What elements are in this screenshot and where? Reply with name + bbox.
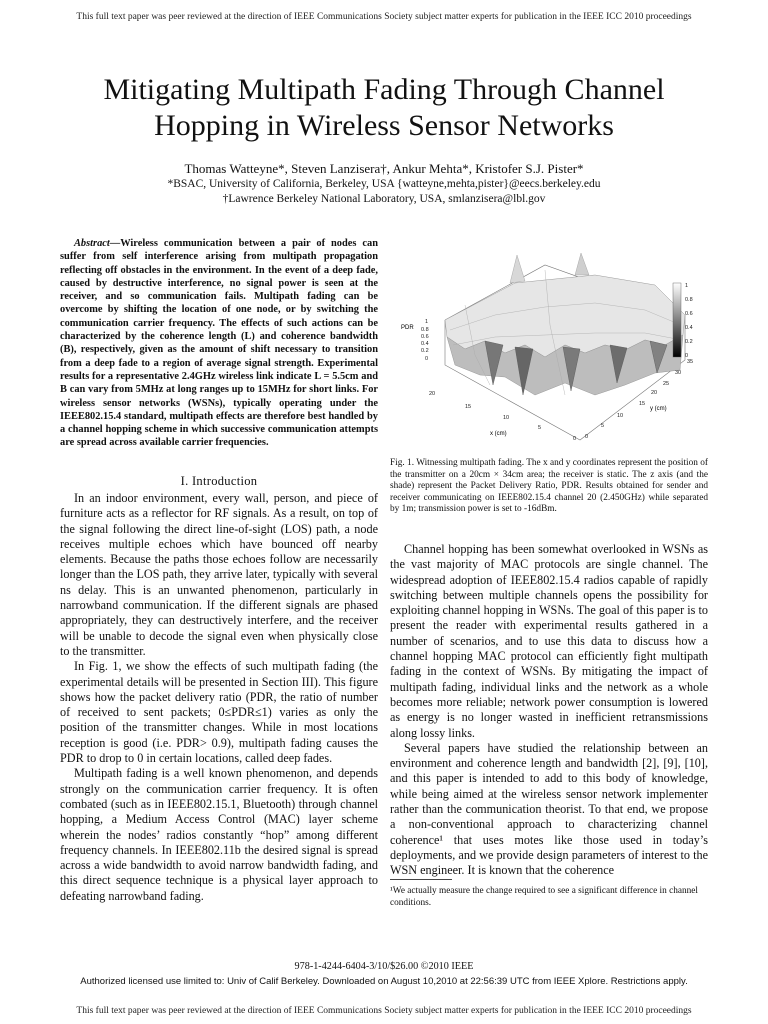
y-tick: 35 <box>687 359 694 365</box>
license-line: Authorized licensed use limited to: Univ of Calif Berkeley. Downloaded on August 10,2010 at 22:56:39 UTC from IEEE Xplore. Restrictions apply. <box>80 976 688 987</box>
author-list: Thomas Watteyne*, Steven Lanzisera†, Ankur Mehta*, Kristofer S.J. Pister* <box>184 161 584 176</box>
y-tick: 5 <box>601 423 605 429</box>
y-tick: 25 <box>663 381 670 387</box>
z-axis-label: PDR <box>401 325 414 331</box>
abstract-text: —Wireless communication between a pair of nodes can suffer from self interference arising from multipath propagation reflecting off obstacles in the environment. In the event of a deep fade, caused by destructive interference, no signal power is seen at the receiver, and so communication fails. Multipath fading can be overcome by shifting the location of one node, or by switching the communication carrier frequency. The effects of such actions can be characterized by the coherence length (L) and coherence bandwidth (B), respectively, given as the amount of shift necessary to transition from a deep fade to a region of average signal strength. Experimental results for a representative 2.4GHz wireless link indicate L = 5.5cm and B can vary from 5MHz at long ranges up to 15MHz for short links. For wireless sensor networks (WSNs), typically operating under the IEEE802.15.4 standard, multipath effects are therefore best handled by a channel hopping scheme in which successive communication attempts are spread across available carrier frequencies. <box>60 238 378 449</box>
footnote-rule <box>390 879 452 880</box>
x-tick: 5 <box>538 425 542 431</box>
x-tick: 0 <box>573 436 577 442</box>
footnote: ¹We actually measure the change required to see a significant difference in channel conditions. <box>390 886 699 908</box>
paragraph: In an indoor environment, every wall, person, and piece of furniture acts as a reflector for RF signals. As a result, on top of the signal following the direct line-of-sight (LOS) path, a node receives multiple echoes which have bounced off nearby elements. Because the paths those echoes follow are necessarily longer than the LOS path, they arrive later, typically with several ns delay. This is an unwanted phenomenon, particularly in narrowband communication. If the different signals are phased appropriately, they can destructively interfere, and the receiver will be unable to decode the signal even when physically close to the transmitter. <box>60 491 378 658</box>
paragraph: Several papers have studied the relationship between an environment and coherence length and bandwidth [2], [9], [10], and this paper is intended to add to this body of knowledge, while being aimed at the wireless sensor network implementer rather than the communication theorist. To that end, we propose a non-conventional approach to characterizing channel coherence¹ that uses motes like those used in today’s deployments, and we provide design parameters of interest to the WSN engineer. It is known that the coherence <box>390 740 708 878</box>
colorbar-tick: 0.8 <box>685 297 693 303</box>
paragraph: Multipath fading is a well known phenomenon, and depends strongly on the communication carrier frequency. It is often combated (such as in IEEE802.15.1, Bluetooth) through channel hopping, a Medium Access Control (MAC) layer scheme wherein the nodes’ radios constantly “hop” among different frequency channels. In IEEE802.11b the desired signal is spread across a wide bandwidth to avoid narrow bandwidth fading, and this direct sequence technique is a physical layer approach to defeating narrowband fading. <box>60 766 378 903</box>
z-tick: 0 <box>425 356 429 362</box>
z-tick: 0.8 <box>421 327 429 333</box>
paragraph: In Fig. 1, we show the effects of such multipath fading (the experimental details will be presented in Section III). This figure shows how the packet delivery ratio (PDR, the ratio of number of received to sent packets; 0≤PDR≤1) varies as only the position of the transmitter changes. While in most locations reception is good (i.e. PDR> 0.9), multipath fading causes the PDR to drop to 0 in certain locations, called deep fades. <box>60 659 378 766</box>
y-tick: 10 <box>617 413 624 419</box>
colorbar-tick: 0.6 <box>685 311 693 317</box>
y-tick: 20 <box>651 390 658 396</box>
z-tick: 0.4 <box>421 341 429 347</box>
title-line-1: Mitigating Multipath Fading Through Channel <box>103 73 665 106</box>
title-line-2: Hopping in Wireless Sensor Networks <box>154 109 614 142</box>
z-tick: 1 <box>425 319 429 325</box>
figure-caption: Fig. 1. Witnessing multipath fading. The x and y coordinates represent the position of the transmitter on a 20cm × 34cm area; the receiver is static. The z axis (and the shade) represent the Packet Delivery Ratio, PDR. Results obtained for sender and receiver communicating on IEEE802.15.4 channel 20 (2.450GHz) while separated by 1m; transmission power is set to -16dBm. <box>390 458 708 515</box>
affiliation-2: †Lawrence Berkeley National Laboratory, USA, smlanzisera@lbl.gov <box>222 193 546 205</box>
section-heading: I. Introduction <box>180 474 258 488</box>
paragraph: Channel hopping has been somewhat overlooked in WSNs as the vast majority of MAC protocols are single channel. The widespread adoption of IEEE802.15.4 radios capable of rapidly switching between multiple channels opens the possibility for exploiting channel hopping in WSNs. The goal of this paper is to present the reader with experimental results gathered in a number of scenarios, and to use this data to discuss how a channel hopping MAC protocol can efficiently fight multipath fading in the context of WSNs. By mitigating the impact of multipath fading, individual links and the network as a whole becomes more reliable; network power consumption is lowered as energy is no longer wasted in inefficient retransmissions along lossy links. <box>390 542 708 740</box>
bottom-banner: This full text paper was peer reviewed at the direction of IEEE Communications Society subject matter experts for publication in the IEEE ICC 2010 proceedings <box>76 1006 692 1016</box>
x-tick: 15 <box>465 404 472 410</box>
abstract <box>60 237 378 450</box>
colorbar-tick: 0.2 <box>685 339 693 345</box>
y-tick: 30 <box>675 370 682 376</box>
colorbar <box>673 283 681 357</box>
x-tick: 10 <box>503 415 510 421</box>
paper-title <box>40 72 728 144</box>
affiliation-1: *BSAC, University of California, Berkeley, USA {watteyne,mehta,pister}@eecs.berkeley.edu <box>167 178 601 190</box>
y-axis-label: y (cm) <box>650 406 667 412</box>
isbn-footer: 978-1-4244-6404-3/10/$26.00 ©2010 IEEE <box>294 961 474 972</box>
colorbar-tick: 0.4 <box>685 325 693 331</box>
colorbar-tick: 0 <box>685 353 689 359</box>
z-tick: 0.6 <box>421 334 429 340</box>
pdr-surface-figure <box>395 245 713 445</box>
colorbar-tick: 1 <box>685 283 689 289</box>
z-tick: 0.2 <box>421 348 429 354</box>
top-banner: This full text paper was peer reviewed at the direction of IEEE Communications Society subject matter experts for publication in the IEEE ICC 2010 proceedings <box>76 12 692 22</box>
y-tick: 15 <box>639 401 646 407</box>
surface-plot <box>445 253 685 440</box>
x-axis-label: x (cm) <box>490 431 507 437</box>
abstract-label: Abstract <box>74 238 110 249</box>
right-column-body <box>390 542 708 879</box>
x-tick: 20 <box>429 391 436 397</box>
left-column-body <box>60 491 378 904</box>
y-tick: 0 <box>585 434 589 440</box>
